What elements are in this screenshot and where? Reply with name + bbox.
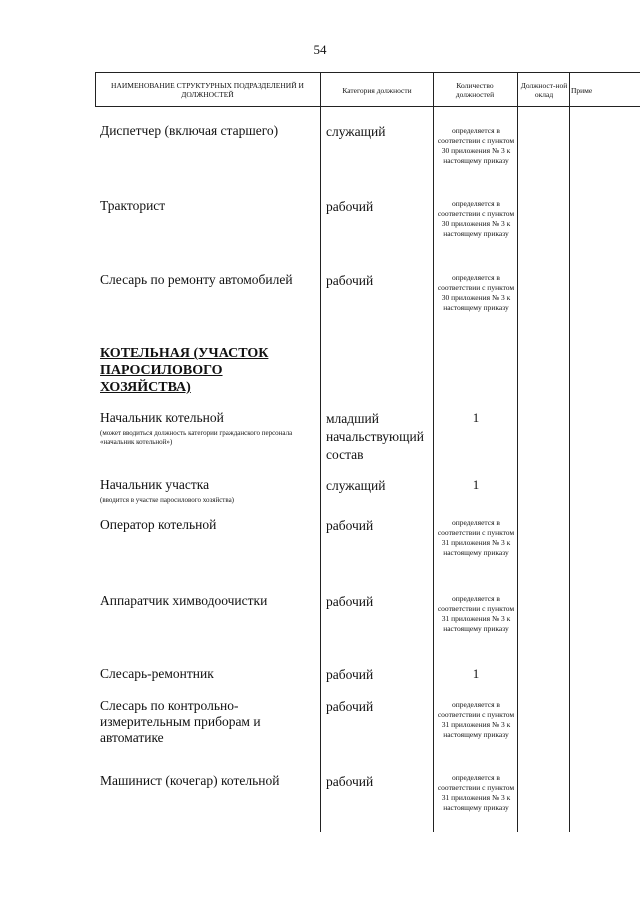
position-quantity: определяется в соответствии с пунктом 30 приложения № 3 к настоящему приказу	[437, 126, 515, 165]
section-title: КОТЕЛЬНАЯ (УЧАСТОК ПАРОСИЛОВОГО ХОЗЯЙСТВА)	[100, 346, 269, 395]
header-salary: Должност-ной оклад	[520, 81, 568, 99]
position-name: Начальник котельной	[100, 410, 224, 425]
position-category: служащий	[326, 478, 386, 493]
position-quantity: 1	[472, 477, 480, 492]
position-quantity: определяется в соответствии с пунктом 31 приложения № 3 к настоящему приказу	[437, 773, 515, 812]
position-quantity: определяется в соответствии с пунктом 31 приложения № 3 к настоящему приказу	[437, 518, 515, 557]
position-name: Тракторист	[100, 198, 166, 213]
position-category: рабочий	[326, 518, 374, 533]
position-quantity: 1	[472, 410, 480, 425]
header-structural-units: НАИМЕНОВАНИЕ СТРУКТУРНЫХ ПОДРАЗДЕЛЕНИЙ И ДОЛЖНОСТЕЙ	[111, 81, 304, 99]
position-quantity: определяется в соответствии с пунктом 31 приложения № 3 к настоящему приказу	[437, 700, 515, 739]
header-notes: Приме	[571, 85, 593, 95]
position-name: Аппаратчик химводоочистки	[100, 593, 268, 608]
position-name: Слесарь-ремонтник	[100, 666, 214, 681]
position-name: Начальник участка	[100, 477, 210, 492]
position-name-with-note	[100, 410, 320, 447]
position-category: рабочий	[326, 699, 374, 714]
page-number: 54	[313, 42, 327, 57]
position-name: Слесарь по ремонту автомобилей	[100, 272, 293, 287]
header-position-category: Категория должности	[342, 85, 412, 95]
position-category: рабочий	[326, 774, 374, 789]
position-name-with-note	[100, 477, 320, 505]
header-quantity: Количество должностей	[455, 81, 495, 99]
position-category: рабочий	[326, 273, 374, 288]
position-category: рабочий	[326, 667, 374, 682]
position-category: рабочий	[326, 199, 374, 214]
position-name: Слесарь по контрольно-измерительным приборам и автоматике	[100, 698, 261, 745]
position-quantity: определяется в соответствии с пунктом 31 приложения № 3 к настоящему приказу	[437, 594, 515, 633]
position-quantity: 1	[472, 666, 480, 681]
position-category: рабочий	[326, 594, 374, 609]
position-quantity: определяется в соответствии с пунктом 30 приложения № 3 к настоящему приказу	[437, 199, 515, 238]
position-category: младший начальствующий состав	[326, 411, 424, 462]
position-note: (вводится в участке паросилового хозяйства)	[100, 496, 235, 504]
position-name: Машинист (кочегар) котельной	[100, 773, 280, 788]
position-name: Диспетчер (включая старшего)	[100, 123, 279, 138]
position-quantity: определяется в соответствии с пунктом 30 приложения № 3 к настоящему приказу	[437, 273, 515, 312]
position-category: служащий	[326, 124, 386, 139]
position-note: (может вводиться должность категории гражданского персонала «начальник котельной»)	[100, 429, 293, 446]
position-name: Оператор котельной	[100, 517, 217, 532]
